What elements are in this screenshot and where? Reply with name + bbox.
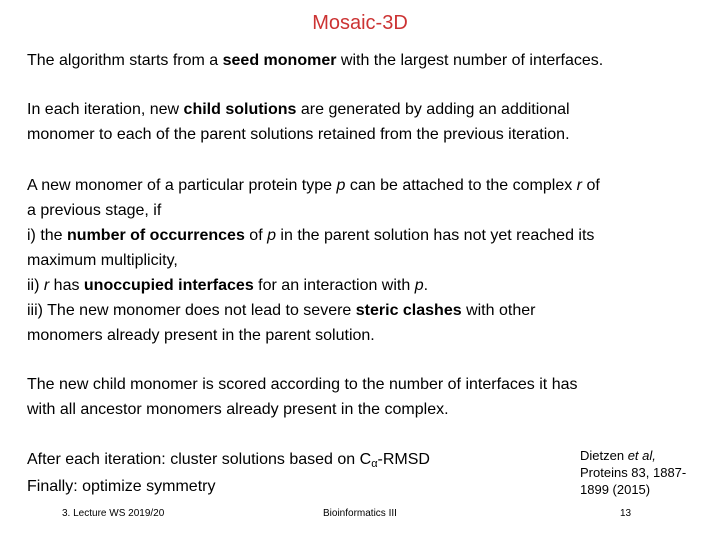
p3-line-4: maximum multiplicity, (27, 252, 178, 269)
p3-line-1 (27, 173, 692, 198)
p4-line-2: with all ancestor monomers already present in the complex. (27, 401, 449, 418)
p3-l5-text-d: for an interaction with (253, 277, 415, 294)
p5-alpha-subscript: α (371, 458, 378, 470)
p2-text-2: are generated by adding an additional (296, 101, 570, 118)
p1-line-1 (27, 48, 692, 73)
paragraph-scoring (27, 372, 692, 422)
p3-l5-italic-p: p (414, 277, 424, 294)
p1-bold-seed-monomer: seed monomer (222, 52, 337, 69)
p3-l3-text-c: of (244, 227, 268, 244)
p3-l3-text-d: in the parent solution has not yet reached its (275, 227, 595, 244)
p1-text-2: with the largest number of interfaces. (336, 52, 604, 69)
p2-line-1 (27, 97, 692, 122)
p3-l1-text-a: A new monomer of a particular protein type (27, 177, 337, 194)
p2-bold-child-solutions: child solutions (183, 101, 297, 118)
p3-l1-italic-p: p (336, 177, 346, 194)
p2-text-1: In each iteration, new (27, 101, 184, 118)
p3-l5-text-b: has (49, 277, 84, 294)
citation-reference (580, 447, 710, 498)
p3-l1-text-b: can be attached to the complex (345, 177, 577, 194)
p3-l3-text-a: i) the (27, 227, 68, 244)
p3-l3-italic-p: p (267, 227, 276, 244)
p4-line-1: The new child monomer is scored according to the number of interfaces it has (27, 376, 578, 393)
p3-line-5 (27, 273, 692, 298)
p3-line-3 (27, 223, 692, 248)
citation-line-1 (580, 447, 710, 464)
citation-line-2: Proteins 83, 1887- (580, 465, 687, 480)
p1-text-1: The algorithm starts from a (27, 52, 223, 69)
p3-l6-bold-steric-clashes: steric clashes (355, 302, 462, 319)
p3-l6-text-a: iii) The new monomer does not lead to severe (27, 302, 356, 319)
footer-course: Bioinformatics III (323, 508, 397, 519)
paragraph-conditions (27, 173, 692, 348)
p3-l5-text-a: ii) (27, 277, 44, 294)
slide-title: Mosaic-3D (312, 12, 408, 34)
footer-page-number: 13 (620, 508, 632, 519)
p3-l5-text-e: . (423, 277, 429, 294)
p3-l5-bold-interfaces: unoccupied interfaces (83, 277, 254, 294)
p3-l3-bold-occurrences: number of occurrences (67, 227, 245, 244)
p5-l1-text-b: -RMSD (377, 451, 430, 468)
p5-line-2: Finally: optimize symmetry (27, 478, 216, 495)
p3-line-6 (27, 298, 692, 323)
paragraph-seed-monomer (27, 48, 692, 73)
p3-line-7: monomers already present in the parent solution. (27, 327, 375, 344)
citation-author: Dietzen (580, 448, 628, 463)
footer-lecture: 3. Lecture WS 2019/20 (62, 508, 165, 519)
p2-line-2: monomer to each of the parent solutions retained from the previous iteration. (27, 126, 570, 143)
p3-l1-text-c: of (582, 177, 600, 194)
p3-l1-italic-r: r (576, 177, 582, 194)
citation-et-al: et al, (627, 448, 656, 463)
p5-l1-text-a: After each iteration: cluster solutions based on C (27, 451, 372, 468)
citation-line-3: 1899 (2015) (580, 482, 651, 497)
p3-line-2: a previous stage, if (27, 202, 162, 219)
p3-l5-italic-r: r (43, 277, 50, 294)
paragraph-iteration (27, 97, 692, 147)
p3-l6-text-c: with other (461, 302, 536, 319)
